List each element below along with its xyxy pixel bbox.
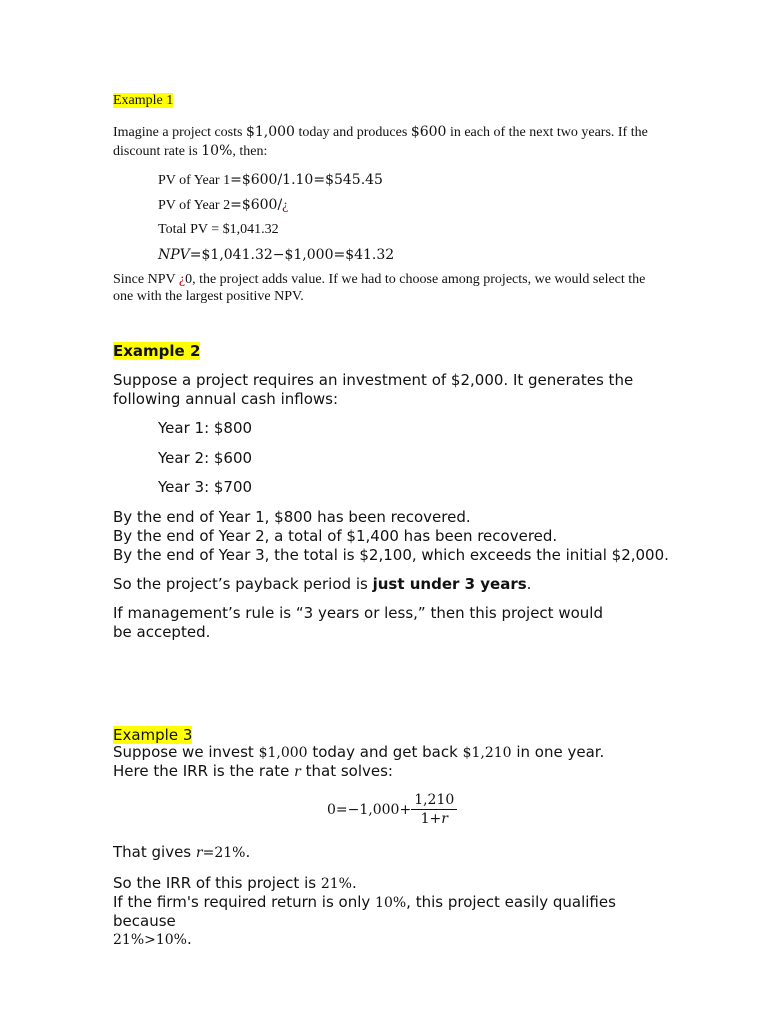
text-run: Since NPV: [113, 272, 179, 287]
payback-result: just under 3 years: [372, 575, 527, 593]
math-value: $1,000: [245, 124, 295, 140]
equation-fraction: [411, 792, 457, 828]
text-run: today and get back: [307, 743, 463, 761]
pv-year-1-line: [158, 171, 383, 190]
recovery-line: By the end of Year 1, $800 has been recovered.: [113, 508, 471, 526]
render-error-glyph: ¿: [178, 272, 186, 287]
math-value: $1,210: [462, 745, 512, 761]
text-run: discount rate is: [113, 144, 202, 159]
fraction-denominator: [421, 810, 448, 828]
rate-variable: r: [294, 764, 301, 780]
pv-year-2-line: [158, 196, 288, 215]
fraction-numerator: 1,210: [411, 792, 457, 810]
math-value: 21%: [320, 876, 352, 892]
math-value: $600: [410, 124, 447, 140]
text-run: .: [526, 575, 532, 593]
math-value: 21%>10%: [113, 932, 187, 948]
recovery-line: By the end of Year 3, the total is $2,100, which exceeds the initial $2,000.: [113, 546, 669, 564]
irr-equation: [327, 792, 457, 828]
render-error-glyph: ¿: [282, 198, 289, 213]
pv-label: PV of Year 1: [158, 173, 231, 188]
cash-inflow-year-2: Year 2: $600: [158, 449, 253, 467]
example-3-heading: [113, 726, 192, 744]
pv-equation: =$600/: [230, 197, 283, 213]
required-return-statement: [113, 893, 673, 930]
text-run: So the IRR of this project is: [113, 874, 321, 892]
payback-period-line: [113, 575, 673, 594]
example-2-title: Example 2: [113, 342, 201, 360]
text-run: If the firm's required return is only: [113, 893, 376, 911]
rate-variable: r: [441, 811, 448, 827]
example-2-heading: [113, 341, 200, 361]
text-run: today and produces: [294, 125, 411, 140]
npv-math: =$1,041.32−$1,000=$41.32: [189, 247, 395, 263]
math-value: 10%: [201, 143, 233, 159]
example-1-heading: [113, 92, 173, 110]
pv-label: PV of Year 2: [158, 198, 231, 213]
irr-definition-line: [113, 762, 673, 781]
management-rule: If management’s rule is “3 years or less,” then this project would be accepted.: [113, 604, 603, 641]
example-1-conclusion: [113, 271, 658, 305]
text-run: .: [351, 874, 357, 892]
math-value: 10%: [375, 895, 407, 911]
text-run: 0, the project adds value. If we had to choose among projects, we would select the one with the largest positive NPV.: [113, 272, 646, 304]
cash-inflow-year-1: Year 1: $800: [158, 419, 253, 437]
example-3-intro: [113, 743, 673, 781]
text-run: So the project’s payback period is: [113, 575, 373, 593]
irr-conclusion: [113, 874, 673, 949]
recovery-line: By the end of Year 2, a total of $1,400 has been recovered.: [113, 527, 558, 545]
irr-result-line: [113, 843, 673, 862]
example-1-title: Example 1: [113, 93, 174, 108]
npv-equation: [158, 246, 394, 265]
text-run: 1+: [420, 811, 442, 827]
math-value: $1,000: [258, 745, 308, 761]
investment-line: [113, 743, 673, 762]
total-pv-line: Total PV = $1,041.32: [158, 222, 279, 237]
example-2-intro: Suppose a project requires an investment of $2,000. It generates the following annual cash inflows:: [113, 371, 634, 408]
npv-variable: NPV: [158, 247, 190, 263]
cash-inflow-year-3: Year 3: $700: [158, 478, 253, 496]
text-run: .: [186, 930, 192, 948]
text-run: That gives: [113, 843, 196, 861]
pv-equation: =$600/1.10=$545.45: [230, 172, 383, 188]
text-run: in one year.: [511, 743, 605, 761]
text-run: Here the IRR is the rate: [113, 762, 295, 780]
math-value: =21%: [202, 845, 246, 861]
equation-lhs: 0=−1,000+: [327, 802, 412, 818]
rate-variable: r: [195, 845, 203, 861]
text-run: , this project easily qualifies because: [113, 893, 616, 930]
recovery-summary: [113, 508, 673, 565]
example-1-intro: [113, 123, 653, 161]
example-3-title: Example 3: [113, 726, 193, 744]
text-run: , then:: [232, 144, 268, 159]
text-run: that solves:: [300, 762, 393, 780]
text-run: Suppose we invest: [113, 743, 259, 761]
text-run: Imagine a project costs: [113, 125, 246, 140]
irr-statement: [113, 874, 673, 893]
text-run: .: [245, 843, 251, 861]
text-run: in each of the next two years. If the: [446, 125, 648, 140]
comparison-line: [113, 930, 673, 949]
